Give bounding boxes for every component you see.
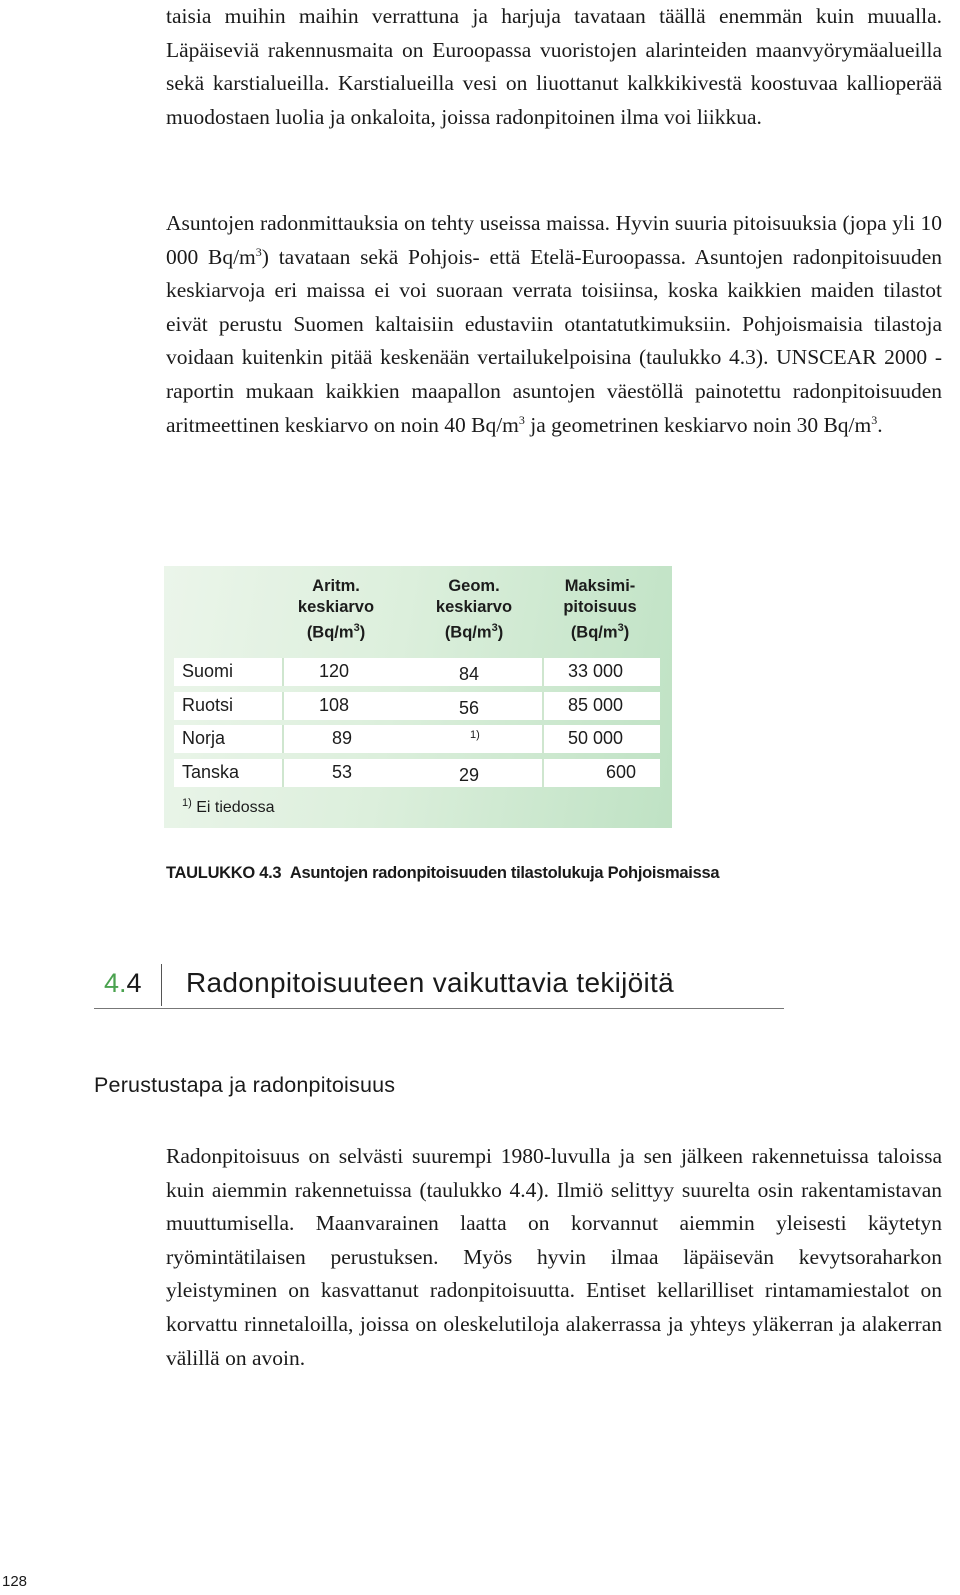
header-line: Maksimi- bbox=[564, 577, 636, 595]
paragraph-2-text-b: ) tavataan sekä Pohjois- että Etelä-Euroopassa. Asuntojen radonpitoisuuden keskiarvoja eri maissa ei voi suoraan verrata toisiinsa, koska kaikkien maiden tilastot eivät perustu Suomen kaltaisiin edustaviin otantatutkimuksiin. Pohjoismaisia tilastoja voidaan kuitenkin pitää keskenään vertailukelpoisina (taulukko 4.3). UNSCEAR 2000 -raportin mukaan kaikkien maapallon asuntojen väestöllä painotettu radonpitoisuuden aritmeettinen keskiarvo on noin 40 Bq/m bbox=[166, 244, 943, 437]
table-row: Tanska 53 29 600 bbox=[174, 759, 660, 787]
cell-arithmetic: 120 bbox=[319, 661, 350, 681]
header-unit: $(Bq/m^3)$ bbox=[444, 622, 504, 642]
cell-maximum: 85 000 bbox=[568, 695, 624, 715]
body-paragraph-3: Radonpitoisuus on selvästi suurempi 1980-luvulla ja sen jälkeen rakennetuissa taloissa kuin aiemmin rakennetuissa (taulukko 4.4). Ilmiö selittyy suurelta osin rakentamistavan muuttumisella. Maanvarainen laatta on korvannut aiemmin yleisesti käytetyn ryömintätilaisen perustuksen. Myös hyvin ilmaa läpäisevän kevytsoraharkon yleistyminen on kasvattanut radonpitoisuutta. Entiset kellarilliset rintamamiestalot on korvattu rinnetaloilla, joissa on oleskelutiloja alakerrassa ja yhteys yläkerran ja alakerran välillä on avoin. bbox=[166, 1144, 942, 1370]
superscript-3: 3 bbox=[518, 412, 525, 427]
page-number: 128 bbox=[2, 1573, 28, 1590]
section-divider-horizontal bbox=[94, 1008, 784, 1009]
table-footnote: $^{1)}$ Ei tiedossa bbox=[182, 797, 275, 816]
cell-country: Ruotsi bbox=[182, 695, 234, 715]
table-header-geometric-mean bbox=[414, 576, 534, 644]
subheading: Perustustapa ja radonpitoisuus bbox=[94, 1073, 396, 1097]
paragraph-2-text-a: Asuntojen radonmittauksia on tehty useissa maissa. Hyvin suuria pitoisuuksia (jopa yli 10 000 Bq/m bbox=[166, 211, 942, 269]
cell-arithmetic: 108 bbox=[319, 695, 350, 715]
header-line: Geom. bbox=[448, 577, 500, 595]
section-divider-vertical bbox=[161, 964, 162, 1006]
header-unit: $(Bq/m^3)$ bbox=[306, 622, 366, 642]
cell-maximum: 33 000 bbox=[568, 661, 624, 681]
table-header-arithmetic-mean bbox=[276, 576, 396, 644]
cell-arithmetic: 53 bbox=[332, 762, 353, 782]
table-row bbox=[174, 725, 660, 753]
radon-statistics-table bbox=[164, 566, 672, 828]
body-paragraph-2 bbox=[166, 207, 942, 442]
cell-country: Suomi bbox=[182, 661, 234, 681]
header-unit: $(Bq/m^3)$ bbox=[570, 622, 630, 642]
superscript-3: 3 bbox=[871, 412, 878, 427]
paragraph-2-text-c: ja geometrinen keskiarvo noin 30 Bq/m bbox=[524, 412, 872, 437]
cell-geometric: 1) bbox=[470, 729, 480, 741]
section-number: 4.4 bbox=[104, 968, 142, 998]
caption-text: Asuntojen radonpitoisuuden tilastolukuja Pohjoismaissa bbox=[289, 864, 720, 882]
header-line: keskiarvo bbox=[435, 598, 513, 616]
table-header-maximum bbox=[540, 576, 660, 644]
cell-arithmetic: 89 bbox=[332, 728, 353, 748]
table-caption bbox=[166, 864, 719, 883]
body-paragraph-1: taisia muihin maihin verrattuna ja harjuja tavataan täällä enemmän kuin muualla. Läpäiseviä rakennusmaita on Euroopassa vuoristojen alarinteiden maanvyörymäalueilla sekä karstialueilla. Karstialueilla vesi on liuottanut kalkkikivestä koostuvaa kallioperää muodostaen luolia ja onkaloita, joissa radonpitoinen ilma voi liikkua. bbox=[166, 4, 942, 129]
cell-country: Tanska bbox=[182, 762, 240, 782]
caption-label: TAULUKKO 4.3 bbox=[166, 864, 282, 882]
cell-maximum: 600 bbox=[606, 762, 637, 782]
table-row: Suomi 120 84 33 000 bbox=[174, 658, 660, 686]
header-line: Aritm. bbox=[312, 577, 360, 595]
section-title: Radonpitoisuuteen vaikuttavia tekijöitä bbox=[186, 967, 675, 998]
header-line: keskiarvo bbox=[297, 598, 375, 616]
superscript-3: 3 bbox=[255, 244, 262, 259]
cell-maximum: 50 000 bbox=[568, 728, 624, 748]
table-row: Ruotsi 108 56 85 000 bbox=[174, 692, 660, 720]
header-line: pitoisuus bbox=[563, 598, 637, 616]
paragraph-2-text-d: . bbox=[877, 412, 883, 437]
cell-country: Norja bbox=[182, 728, 226, 748]
